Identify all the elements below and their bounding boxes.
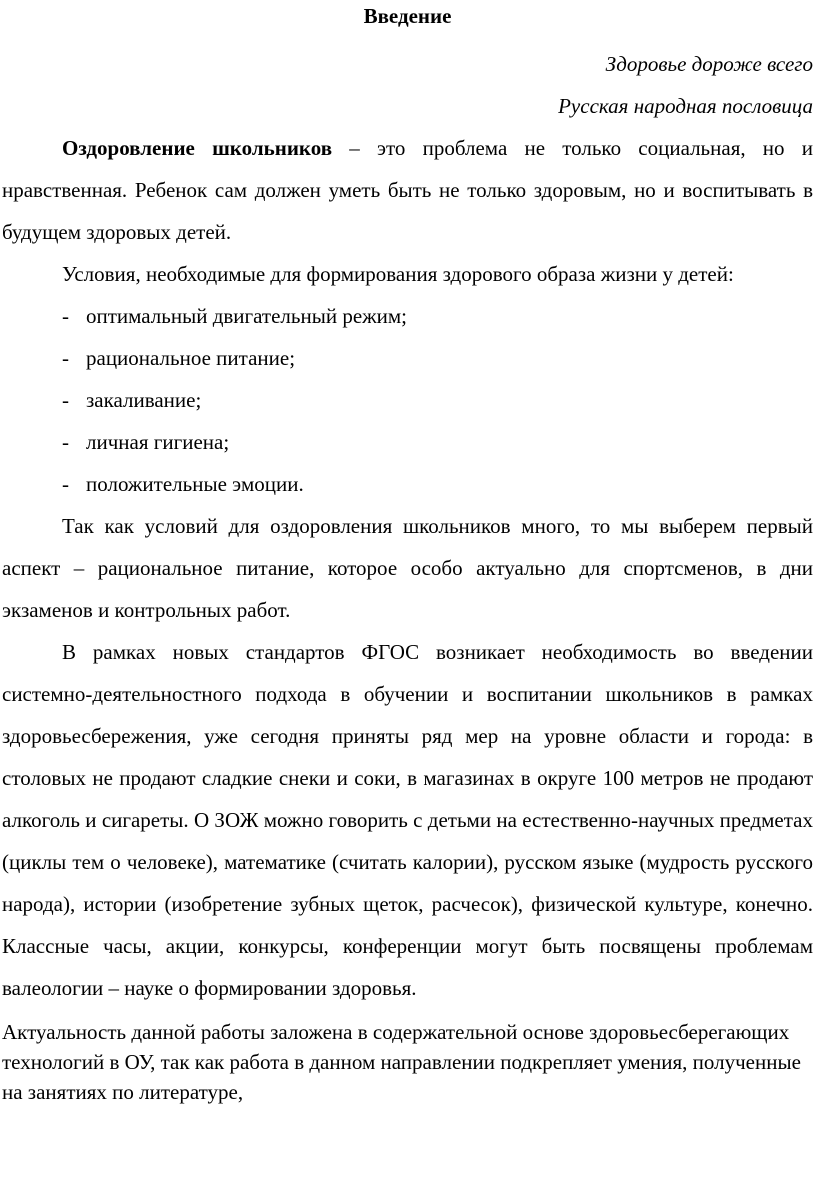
paragraph-nutrition: Так как условий для оздоровления школьников много, то мы выберем первый аспект – рациональное питание, которое особо актуально для спортсменов, в дни экзаменов и контрольных работ. bbox=[2, 514, 813, 622]
list-item-text: закаливание; bbox=[86, 388, 202, 412]
list-item-text: личная гигиена; bbox=[86, 430, 230, 454]
list-marker: - bbox=[62, 346, 69, 370]
list-item-text: положительные эмоции. bbox=[86, 472, 304, 496]
paragraph-intro-text: – это проблема не только социальная, но и нравственная. Ребенок сам должен уметь быть не только здоровым, но и воспитывать в будущем здоровых детей. bbox=[2, 136, 813, 244]
list-item bbox=[62, 379, 813, 421]
list-marker: - bbox=[62, 388, 69, 412]
document-title: Введение bbox=[363, 4, 452, 28]
list-item bbox=[62, 421, 813, 463]
paragraph-conditions: Условия, необходимые для формирования здорового образа жизни у детей: bbox=[62, 262, 734, 286]
list-marker: - bbox=[62, 304, 69, 328]
list-item-text: рациональное питание; bbox=[86, 346, 296, 370]
list-marker: - bbox=[62, 472, 69, 496]
paragraph-intro-bold-lead: Оздоровление школьников bbox=[62, 136, 333, 160]
paragraph-fgos: В рамках новых стандартов ФГОС возникает необходимость во введении системно-деятельностного подхода в обучении и воспитании школьников в рамках здоровьесбережения, уже сегодня приняты ряд мер на уровне области и города: в столовых не продают сладкие снеки и соки, в магазинах в округе 100 метров не продают алкоголь и сигареты. О ЗОЖ можно говорить с детьми на естественно-научных предметах (циклы тем о человеке), математике (считать калории), русском языке (мудрость русского народа), истории (изобретение зубных щеток, расчесок), физической культуре, конечно. Классные часы, акции, конкурсы, конференции могут быть посвящены проблемам валеологии – науке о формировании здоровья. bbox=[2, 640, 813, 1000]
list-item bbox=[62, 295, 813, 337]
list-item bbox=[62, 337, 813, 379]
list-item-text: оптимальный двигательный режим; bbox=[86, 304, 408, 328]
list-item bbox=[62, 463, 813, 505]
paragraph-intro bbox=[2, 127, 813, 253]
epigraph-quote: Здоровье дороже всего bbox=[605, 52, 813, 76]
epigraph-source: Русская народная пословица bbox=[558, 94, 813, 118]
conditions-list bbox=[2, 295, 813, 505]
list-marker: - bbox=[62, 430, 69, 454]
paragraph-relevance: Актуальность данной работы заложена в содержательной основе здоровьесберегающих технологий в ОУ, так как работа в данном направлении подкрепляет умения, полученные на занятиях по литературе, bbox=[2, 1020, 801, 1104]
